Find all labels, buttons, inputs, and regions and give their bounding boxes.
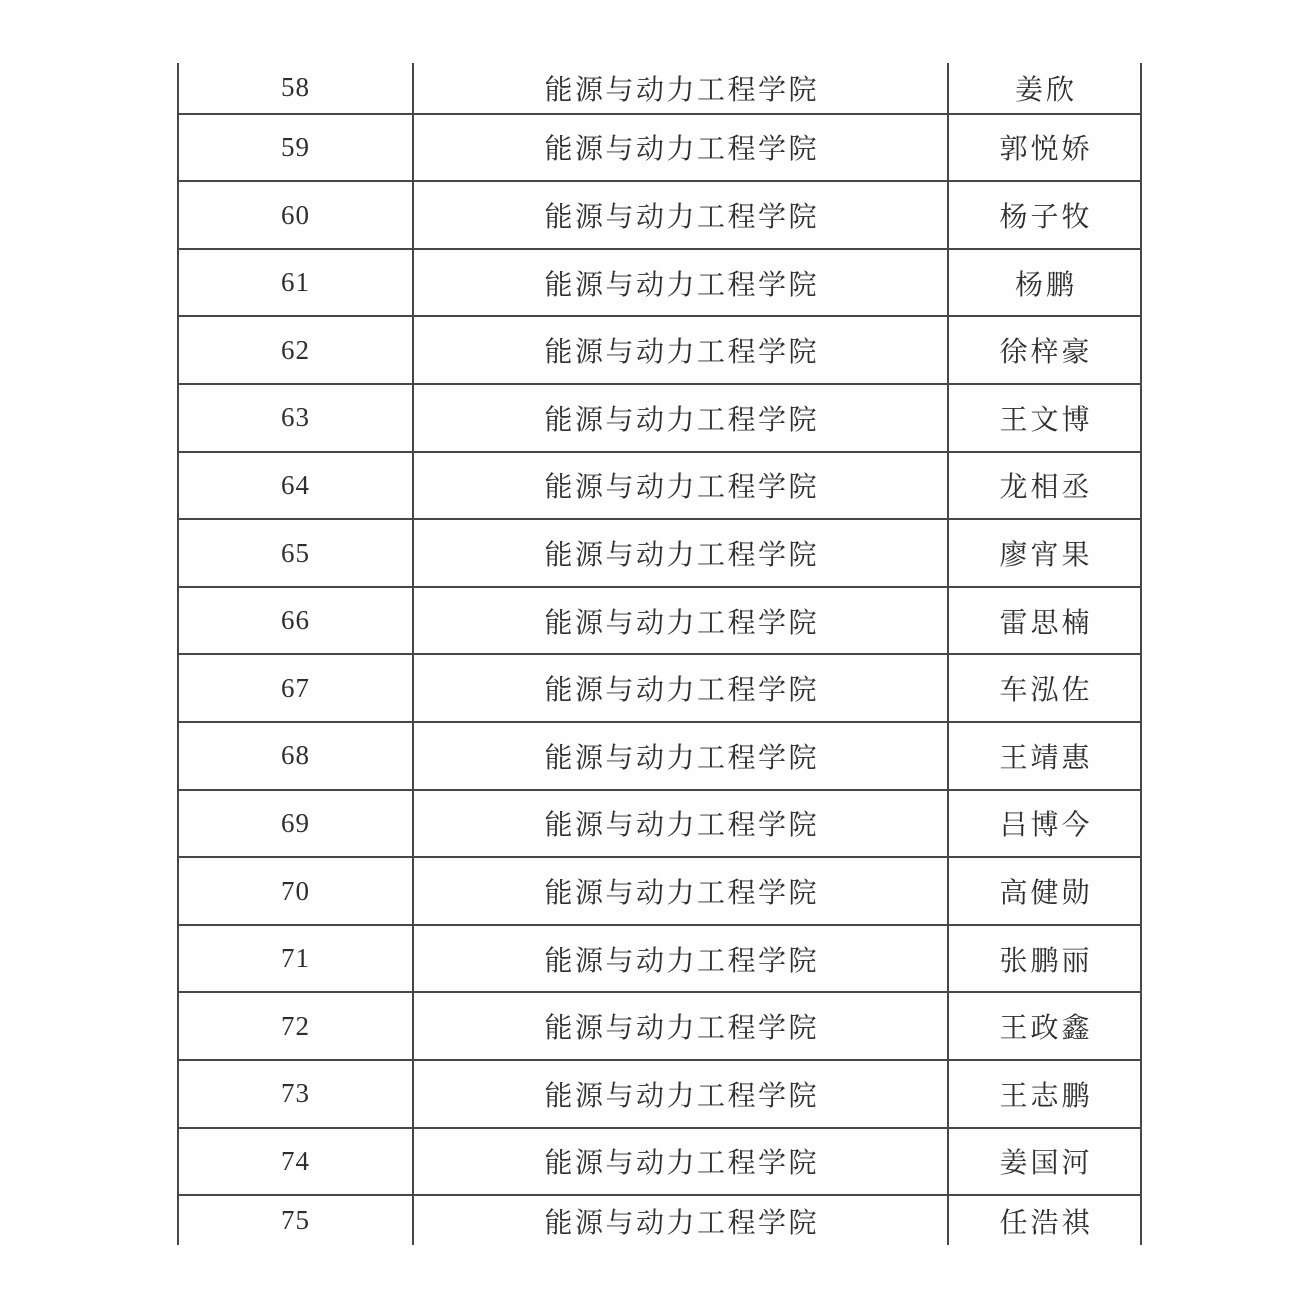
cell-college: 能源与动力工程学院 [412, 182, 949, 248]
table-row [179, 586, 1140, 654]
cell-college: 能源与动力工程学院 [412, 926, 949, 992]
cell-number: 69 [281, 807, 310, 838]
cell-college: 能源与动力工程学院 [412, 385, 949, 451]
cell-number: 67 [281, 672, 310, 703]
cell-number: 75 [281, 1205, 310, 1236]
cell-college: 能源与动力工程学院 [412, 588, 949, 654]
table-row [179, 451, 1140, 519]
table-row [179, 991, 1140, 1059]
cell-number: 63 [281, 402, 310, 433]
cell-college: 能源与动力工程学院 [412, 723, 949, 789]
cell-college: 能源与动力工程学院 [412, 791, 949, 857]
cell-number: 59 [281, 131, 310, 162]
table-row [179, 721, 1140, 789]
table-row [179, 789, 1140, 857]
cell-college: 能源与动力工程学院 [412, 1061, 949, 1127]
cell-name: 雷思楠 [999, 607, 1093, 639]
cell-college: 能源与动力工程学院 [412, 63, 949, 113]
cell-name: 车泓佐 [999, 675, 1093, 707]
cell-name: 徐梓豪 [999, 337, 1093, 369]
table-row [179, 63, 1140, 113]
cell-number: 58 [281, 72, 310, 103]
table-row [179, 653, 1140, 721]
cell-number: 71 [281, 943, 310, 974]
cell-college: 能源与动力工程学院 [412, 453, 949, 519]
cell-college: 能源与动力工程学院 [412, 520, 949, 586]
cell-name: 吕博今 [999, 810, 1093, 842]
table-row [179, 856, 1140, 924]
cell-college: 能源与动力工程学院 [412, 115, 949, 181]
cell-number: 72 [281, 1010, 310, 1041]
table-row [179, 113, 1140, 181]
cell-college: 能源与动力工程学院 [412, 1129, 949, 1195]
cell-college: 能源与动力工程学院 [412, 317, 949, 383]
cell-college: 能源与动力工程学院 [412, 993, 949, 1059]
cell-name: 王政鑫 [999, 1013, 1093, 1045]
cell-name: 高健勋 [999, 878, 1093, 910]
table-row [179, 518, 1140, 586]
cell-college: 能源与动力工程学院 [412, 1196, 949, 1245]
table-row [179, 315, 1140, 383]
cell-name: 王志鹏 [999, 1080, 1093, 1112]
cell-number: 68 [281, 740, 310, 771]
cell-college: 能源与动力工程学院 [412, 250, 949, 316]
cell-name: 姜国河 [999, 1148, 1093, 1180]
table-row [179, 1127, 1140, 1195]
roster-table [177, 63, 1142, 1245]
table-row [179, 180, 1140, 248]
cell-number: 73 [281, 1078, 310, 1109]
cell-number: 65 [281, 537, 310, 568]
cell-name: 张鹏丽 [999, 945, 1093, 977]
cell-name: 王文博 [999, 404, 1093, 436]
cell-name: 杨子牧 [999, 202, 1093, 234]
cell-number: 74 [281, 1145, 310, 1176]
table-row [179, 1194, 1140, 1245]
cell-number: 70 [281, 875, 310, 906]
cell-college: 能源与动力工程学院 [412, 655, 949, 721]
cell-name: 杨鹏 [1014, 269, 1077, 301]
cell-name: 郭悦娇 [999, 134, 1093, 166]
cell-name: 龙相丞 [999, 472, 1093, 504]
cell-number: 66 [281, 605, 310, 636]
cell-name: 廖宵果 [999, 540, 1093, 572]
cell-college: 能源与动力工程学院 [412, 858, 949, 924]
table-row [179, 383, 1140, 451]
cell-name: 姜欣 [1014, 74, 1077, 106]
cell-number: 64 [281, 469, 310, 500]
table-row [179, 1059, 1140, 1127]
table-row [179, 924, 1140, 992]
cell-number: 61 [281, 267, 310, 298]
table-row [179, 248, 1140, 316]
cell-name: 王靖惠 [999, 742, 1093, 774]
cell-name: 任浩祺 [999, 1207, 1093, 1239]
cell-number: 60 [281, 199, 310, 230]
cell-number: 62 [281, 334, 310, 365]
